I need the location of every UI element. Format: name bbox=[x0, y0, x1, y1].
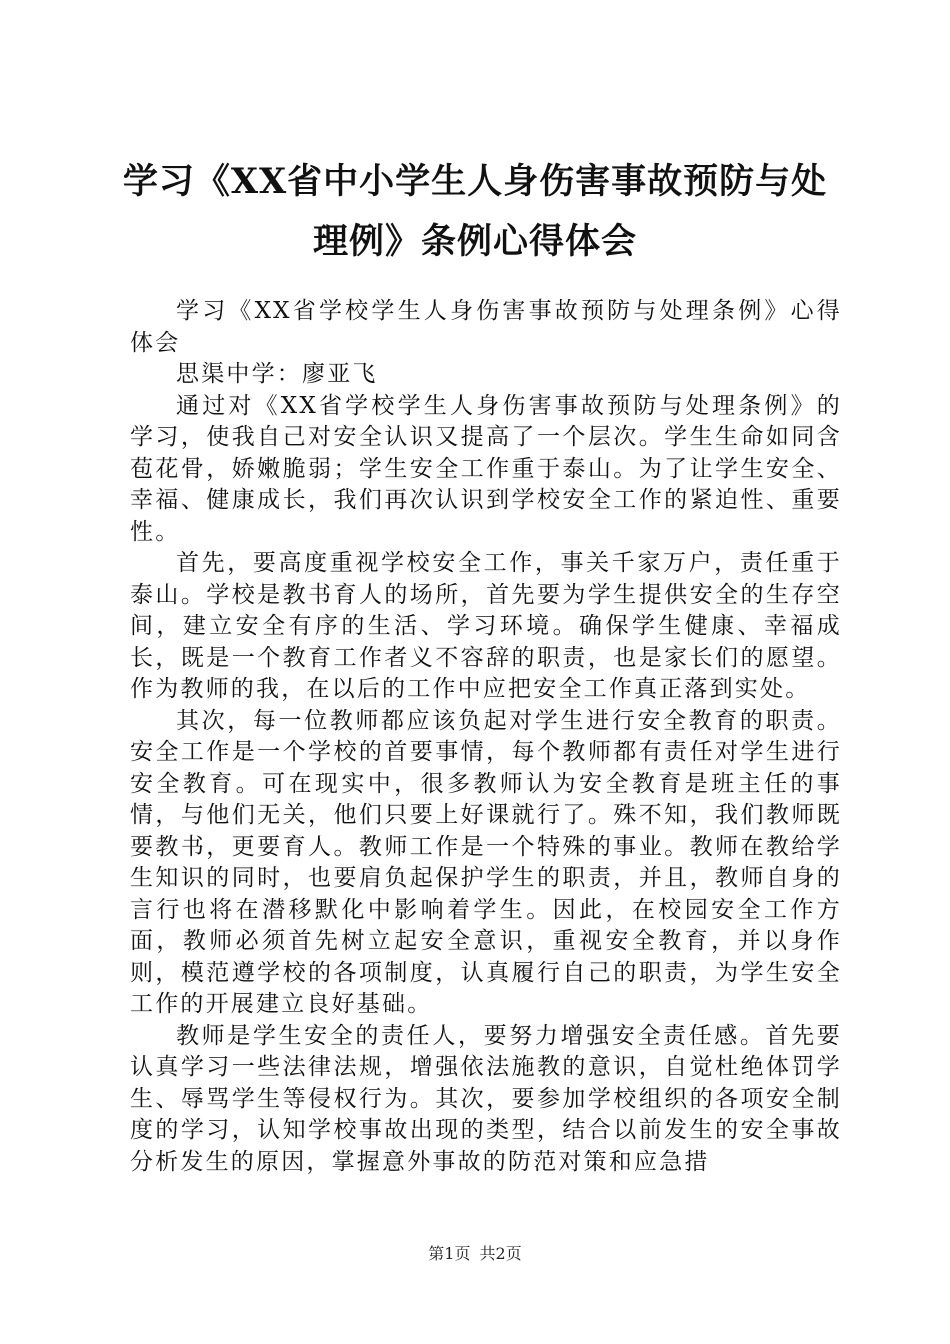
document-body bbox=[130, 296, 842, 1178]
body-paragraph: 首先，要高度重视学校安全工作，事关千家万户，责任重于泰山。学校是教书育人的场所，首先要为学生提供安全的生存空间，建立安全有序的生活、学习环境。确保学生健康、幸福成长，既是一个教育工作者义不容辞的职责，也是家长们的愿望。作为教师的我，在以后的工作中应把安全工作真正落到实处。 bbox=[130, 550, 842, 702]
body-paragraph-heading: 学习《XX省学校学生人身伤害事故预防与处理条例》心得体会 bbox=[130, 298, 842, 356]
body-paragraph: 其次，每一位教师都应该负起对学生进行安全教育的职责。安全工作是一个学校的首要事情，每个教师都有责任对学生进行安全教育。可在现实中，很多教师认为安全教育是班主任的事情，与他们无关，他们只要上好课就行了。殊不知，我们教师既要教书，更要育人。教师工作是一个特殊的事业。教师在教给学生知识的同时，也要肩负起保护学生的职责，并且，教师自身的言行也将在潜移默化中影响着学生。因此，在校园安全工作方面，教师必须首先树立起安全意识，重视安全教育，并以身作则，模范遵学校的各项制度，认真履行自己的职责，为学生安全工作的开展建立良好基础。 bbox=[130, 707, 842, 1017]
body-paragraph: 教师是学生安全的责任人，要努力增强安全责任感。首先要认真学习一些法律法规，增强依法施教的意识，自觉杜绝体罚学生、辱骂学生等侵权行为。其次，要参加学校组织的各项安全制度的学习，认知学校事故出现的类型，结合以前发生的安全事故分析发生的原因，掌握意外事故的防范对策和应急措 bbox=[130, 1022, 842, 1175]
body-paragraph: 通过对《XX省学校学生人身伤害事故预防与处理条例》的学习，使我自己对安全认识又提高了一个层次。学生生命如同含苞花骨，娇嫩脆弱；学生安全工作重于泰山。为了让学生安全、幸福、健康成长，我们再次认识到学校安全工作的紧迫性、重要性。 bbox=[130, 392, 842, 545]
document-title-line-1: 学习《XX省中小学生人身伤害事故预防与处 bbox=[122, 161, 828, 202]
page-footer bbox=[0, 1244, 950, 1264]
page-number: 第1页 bbox=[428, 1244, 471, 1263]
page-total: 共2页 bbox=[479, 1244, 522, 1263]
body-paragraph-author: 思渠中学：廖亚飞 bbox=[176, 361, 378, 387]
document-title-line-2: 理例》条例心得体会 bbox=[312, 221, 637, 262]
